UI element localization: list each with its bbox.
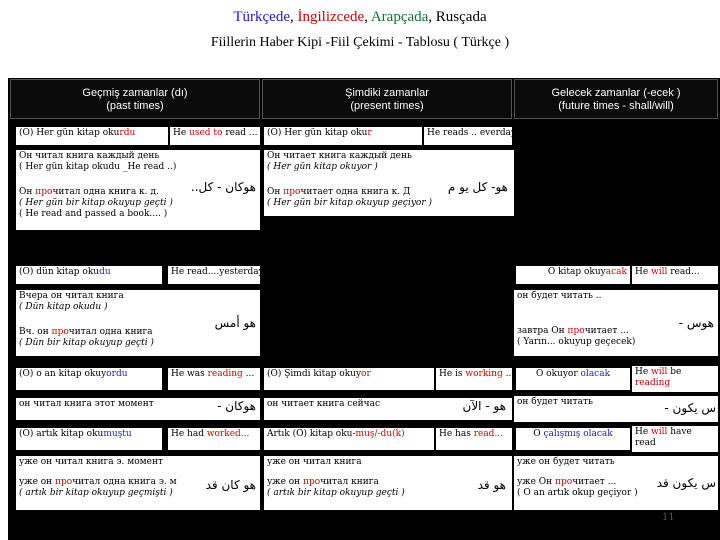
r2-past-tr-b: du <box>99 267 111 277</box>
r3-past-en <box>168 368 260 390</box>
r3-past-tr <box>16 368 162 390</box>
r4-past-en-b: worked... <box>206 429 250 439</box>
r1-past-ru <box>16 150 260 230</box>
r2-fut-en-b: will <box>651 267 668 277</box>
r3-fut-en-d: reading <box>635 378 671 388</box>
r2-past-ru-3b: про <box>51 327 69 337</box>
r4-fut-en-d: read <box>635 438 656 448</box>
r4-pres-ru-3: ( artık bir kitap okuyup geçti ) <box>267 488 405 498</box>
r3-past-tr-b: ordu <box>106 369 128 379</box>
r4-pres-tr-a: Artık (O) kitap oku- <box>267 429 356 439</box>
r1-past-en-c: read ... <box>222 128 258 138</box>
r4-fut-ru-2a: уже Он <box>517 477 555 487</box>
header-past-title: Geçmiş zamanlar (dı) <box>82 87 188 99</box>
title-english: İngilizcede <box>297 9 365 25</box>
r2-past-tr-a: (O) dün kitap oku <box>19 267 100 277</box>
r4-fut-ru-2b: про <box>555 477 573 487</box>
r4-pres-en-a: He has <box>439 429 474 439</box>
r1-past-ru-4: ( Her gün bir kitap okuyup geçti ) <box>19 198 173 208</box>
r4-fut-en-c: have <box>667 427 692 437</box>
r3-fut-en <box>632 366 718 392</box>
r4-fut-ru-1: уже он будет читать <box>517 457 615 467</box>
r2-past-ru-3c: читал одна книга <box>68 327 153 337</box>
page-subtitle: Fiillerin Haber Kipi -Fiil Çekimi - Tablosu ( Türkçe ) <box>210 35 510 50</box>
r3-fut-en-1 <box>635 367 715 378</box>
r1-pres-ru-3c: читает одна книга к. Д <box>300 187 411 197</box>
r3-fut-en-b: will <box>651 367 668 377</box>
r3-fut-ar: س يكون - <box>664 401 716 415</box>
r4-fut-tr-a: O <box>533 429 544 439</box>
header-past-sub: (past times) <box>106 100 164 112</box>
r3-pres-ru <box>264 398 512 420</box>
r3-fut-ru-text: он будет читать <box>517 397 593 407</box>
r2-fut-ru <box>514 290 718 356</box>
r4-pres-ru-1: уже он читал книга <box>267 457 362 467</box>
r1-past-ar: هوكان - كل.. <box>190 180 256 194</box>
r3-fut-tr-a: O okuyor <box>535 369 581 379</box>
r1-past-en-a: He <box>173 128 190 138</box>
header-present-title: Şimdiki zamanlar <box>345 87 429 99</box>
r4-pres-ru-2 <box>267 477 509 488</box>
r4-past-ar: هو كان قد <box>205 478 256 492</box>
r1-pres-ru-3b: про <box>283 187 301 197</box>
r4-fut-en-b: will <box>651 427 668 437</box>
title-russian: Rusçada <box>435 9 487 25</box>
r3-fut-ru <box>514 396 718 422</box>
r1-past-tr <box>16 127 168 145</box>
r3-past-ru <box>16 398 260 420</box>
r3-past-en-b: reading <box>207 369 243 379</box>
r1-past-tr-b: rdu <box>119 128 136 138</box>
r1-pres-ar: هو- كل يو م <box>447 180 508 194</box>
r4-pres-ar: هو قد <box>477 478 506 492</box>
r1-past-ru-3c: читал одна книга к. д. <box>52 187 159 197</box>
r1-pres-tr-b: r <box>367 128 372 138</box>
title-sep-1: , <box>290 9 298 25</box>
r3-pres-tr-b: or <box>361 369 371 379</box>
r1-past-en <box>170 127 260 145</box>
r2-past-en: He read....yesterday <box>168 266 260 284</box>
r2-fut-tr <box>516 266 630 284</box>
r4-past-tr <box>16 428 162 450</box>
r4-past-tr-b: muştu <box>103 429 132 439</box>
r3-past-ar: هوكان - <box>217 399 256 413</box>
r2-fut-ru-3: ( Yarın... okuyup geçecek) <box>517 337 636 347</box>
r3-pres-tr-a: (O) Şimdi kitap okuy <box>267 369 362 379</box>
r3-pres-en-b: working <box>465 369 503 379</box>
r4-fut-en-1 <box>635 427 715 438</box>
r4-past-tr-a: (O) artık kitap oku <box>19 429 104 439</box>
r2-past-tr <box>16 266 162 284</box>
r3-fut-tr-b: olacak <box>580 369 611 379</box>
r4-pres-en-b: read... <box>473 429 504 439</box>
r4-pres-ru-2a: уже он <box>267 477 304 487</box>
r4-fut-ru-3: ( O an artık okup geçiyor ) <box>517 488 638 498</box>
r1-pres-tr <box>264 127 422 145</box>
r4-past-en-a: He had <box>171 429 207 439</box>
r1-past-ru-3b: про <box>35 187 53 197</box>
r4-fut-tr <box>516 428 630 450</box>
r1-pres-tr-a: (O) Her gün kitap oku <box>267 128 368 138</box>
r4-fut-ru <box>514 456 718 510</box>
header-future-title: Gelecek zamanlar (-ecek ) <box>551 87 681 99</box>
r2-fut-en <box>632 266 718 284</box>
r4-fut-ar: س يكون قد <box>656 476 716 490</box>
r3-pres-ru-text: он читает книга сейчас <box>267 399 381 409</box>
r1-past-ru-5: ( He read and passed a book.... ) <box>19 209 168 219</box>
r2-past-ru-1: Вчера он читал книга <box>19 291 124 301</box>
r3-past-en-c: ... <box>242 369 255 379</box>
r3-pres-en-a: He is <box>439 369 466 379</box>
r4-past-en <box>168 428 260 450</box>
r4-fut-tr-b: çalışmış olacak <box>543 429 613 439</box>
r3-past-en-a: He was <box>171 369 208 379</box>
r2-fut-en-a: He <box>635 267 652 277</box>
r2-past-ru <box>16 290 260 356</box>
r1-pres-ru-3a: Он <box>267 187 284 197</box>
r4-fut-ru-2c: читает ... <box>572 477 617 487</box>
r2-fut-ru-2a: завтра Он <box>517 326 568 336</box>
r3-pres-ar: هو - الآن <box>462 399 506 413</box>
header-future-sub: (future times - shall/will) <box>558 100 674 112</box>
r3-fut-tr <box>516 368 630 390</box>
page-title <box>0 9 720 26</box>
r3-past-tr-a: (O) o an kitap okuy <box>19 369 107 379</box>
header-present-sub: (present times) <box>350 100 424 112</box>
r4-fut-en <box>632 426 718 452</box>
r2-fut-en-c: read... <box>667 267 700 277</box>
r2-past-ru-4: ( Dün bir kitap okuyup geçti ) <box>19 338 154 348</box>
r4-past-ru-1: уже он читал книга э. момент <box>19 457 163 467</box>
r1-past-ru-3a: Он <box>19 187 36 197</box>
r3-fut-en-a: He <box>635 367 652 377</box>
r4-pres-en <box>436 428 512 450</box>
header-past <box>10 79 260 119</box>
r3-pres-tr <box>264 368 434 390</box>
r2-fut-ru-2c: читает ... <box>584 326 629 336</box>
r4-pres-tr-b: muş/-du(k) <box>355 429 405 439</box>
title-sep-2: , <box>364 9 371 25</box>
r4-past-ru <box>16 456 260 510</box>
r3-pres-en <box>436 368 515 390</box>
r1-pres-ru <box>264 150 514 216</box>
page-number: 11 <box>662 512 675 523</box>
r2-fut-ru-1: он будет читать .. <box>517 291 602 301</box>
r1-pres-ru-4: ( Her gün bir kitap okuyup geçiyor ) <box>267 198 433 208</box>
title-arabic: Arapçada <box>370 9 429 25</box>
r4-past-ru-3: ( artık bir kitap okuyup geçmişti ) <box>19 488 173 498</box>
r1-past-ru-1: Он читал книга каждый день <box>19 151 160 161</box>
r4-pres-ru-2c: читал книга <box>320 477 379 487</box>
r2-past-ru-3a: Вч. он <box>19 327 52 337</box>
r4-past-ru-2a: уже он <box>19 477 56 487</box>
r2-fut-ar: هوس - <box>678 316 714 330</box>
r1-past-tr-a: (O) Her gün kitap oku <box>19 128 120 138</box>
r2-past-ru-2: ( Dün kitap okudu ) <box>19 302 108 312</box>
r4-pres-ru <box>264 456 512 510</box>
header-future <box>514 79 718 119</box>
r4-fut-en-a: He <box>635 427 652 437</box>
r3-fut-en-c: be <box>667 367 682 377</box>
r1-pres-ru-1: Он читает книга каждый день <box>267 151 412 161</box>
r3-pres-en-c: ... <box>502 369 515 379</box>
r3-past-ru-text: он читал книга этот момент <box>19 399 154 409</box>
r2-fut-ru-2b: про <box>567 326 585 336</box>
title-turkish: Türkçede <box>233 9 290 25</box>
r4-pres-ru-2b: про <box>303 477 321 487</box>
r1-past-ru-2: ( Her gün kitap okudu _He read ..) <box>19 162 177 172</box>
r1-pres-ru-2: ( Her gün kitap okuyor ) <box>267 162 378 172</box>
title-sep-3: , <box>428 9 436 25</box>
r1-pres-en: He reads .. everday <box>424 127 512 145</box>
r4-past-ru-2c: читал одна книга э. м <box>72 477 177 487</box>
r2-fut-tr-b: acak <box>605 267 627 277</box>
r2-fut-tr-a: O kitap okuy <box>547 267 606 277</box>
r4-past-ru-2b: про <box>55 477 73 487</box>
r4-pres-tr <box>264 428 434 450</box>
r2-past-ar: هو أمس <box>214 316 256 330</box>
r1-past-en-b: used to <box>189 128 223 138</box>
header-present <box>262 79 512 119</box>
